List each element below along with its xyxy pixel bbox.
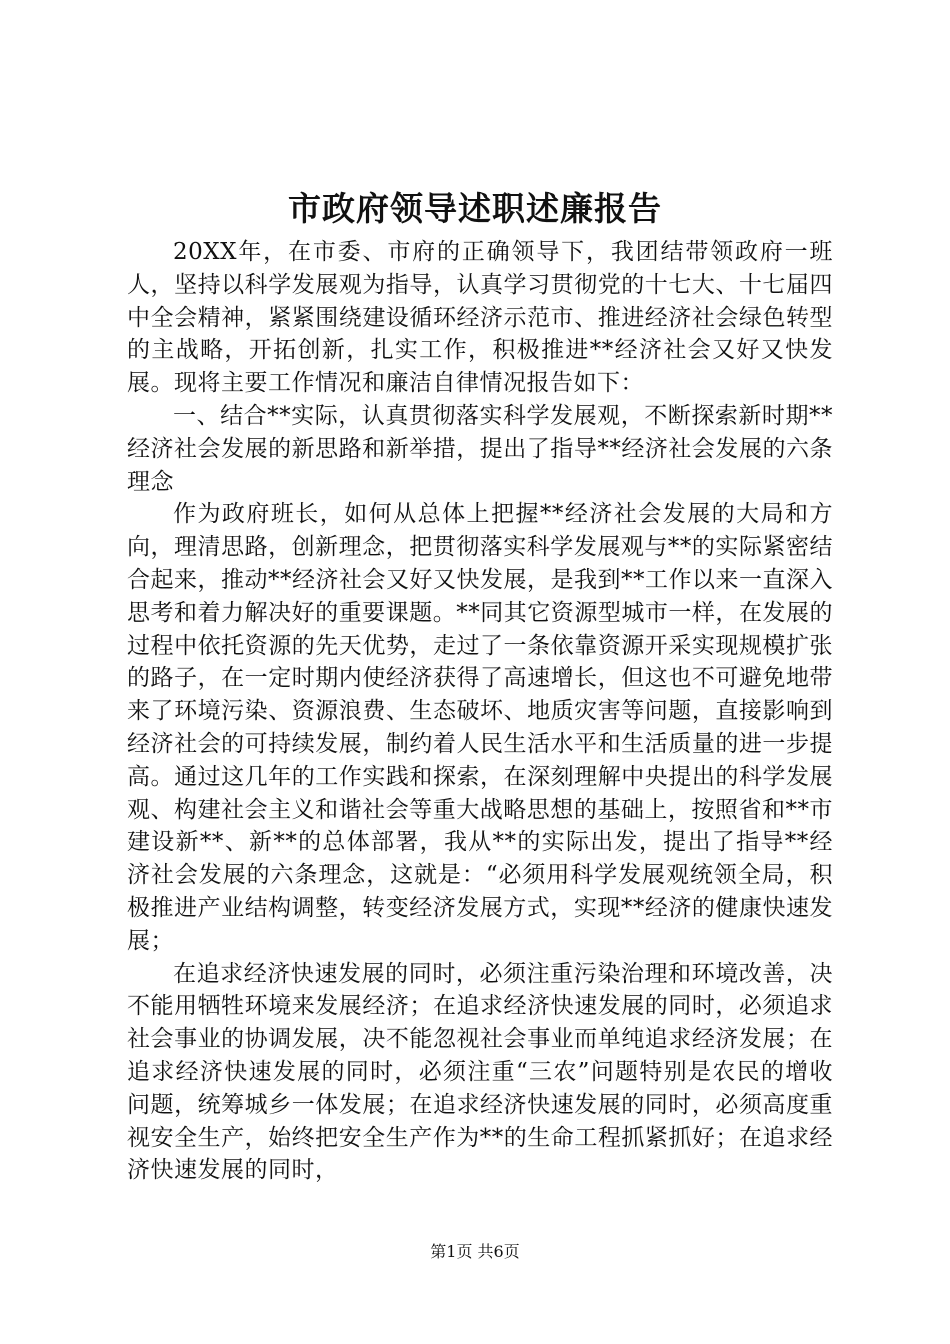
paragraph-intro: 20XX年，在市委、市府的正确领导下，我团结带领政府一班人，坚持以科学发展观为指导，认真学习贯彻党的十七大、十七届四中全会精神，紧紧围绕建设循环经济示范市、推进经济社会绿色转型的主战略，开拓创新，扎实工作，积极推进**经济社会又好又快发展。现将主要工作情况和廉洁自律情况报告如下： (127, 239, 833, 397)
paragraph-body: 作为政府班长，如何从总体上把握**经济社会发展的大局和方向，理清思路，创新理念，把贯彻落实科学发展观与**的实际紧密结合起来，推动**经济社会又好又快发展，是我到**工作以来一直深入思考和着力解决好的重要课题。**同其它资源型城市一样，在发展的过程中依托资源的先天优势，走过了一条依靠资源开采实现规模扩张的路子，在一定时期内使经济获得了高速增长，但这也不可避免地带来了环境污染、资源浪费、生态破坏、地质灾害等问题，直接影响到经济社会的可持续发展，制约着人民生活水平和生活质量的进一步提高。通过这几年的工作实践和探索，在深刻理解中央提出的科学发展观、构建社会主义和谐社会等重大战略思想的基础上，按照省和**市建设新**、新**的总体部署，我从**的实际出发，提出了指导**经济社会发展的六条理念，这就是：“必须用科学发展观统领全局，积极推进产业结构调整，转变经济发展方式，实现**经济的健康快速发展； (127, 501, 833, 954)
paragraph-body: 在追求经济快速发展的同时，必须注重污染治理和环境改善，决不能用牺牲环境来发展经济；在追求经济快速发展的同时，必须追求社会事业的协调发展，决不能忽视社会事业而单纯追求经济发展；在追求经济快速发展的同时，必须注重“三农”问题特别是农民的增收问题，统筹城乡一体发展；在追求经济快速发展的同时，必须高度重视安全生产，始终把安全生产作为**的生命工程抓紧抓好；在追求经济快速发展的同时， (127, 960, 833, 1184)
page-number: 第1页 共6页 (430, 1242, 520, 1261)
document-title: 市政府领导述职述廉报告 (288, 189, 662, 228)
paragraph-section-heading: 一、结合**实际，认真贯彻落实科学发展观，不断探索新时期**经济社会发展的新思路和新举措，提出了指导**经济社会发展的六条理念 (127, 402, 833, 495)
document-body (127, 236, 833, 1187)
